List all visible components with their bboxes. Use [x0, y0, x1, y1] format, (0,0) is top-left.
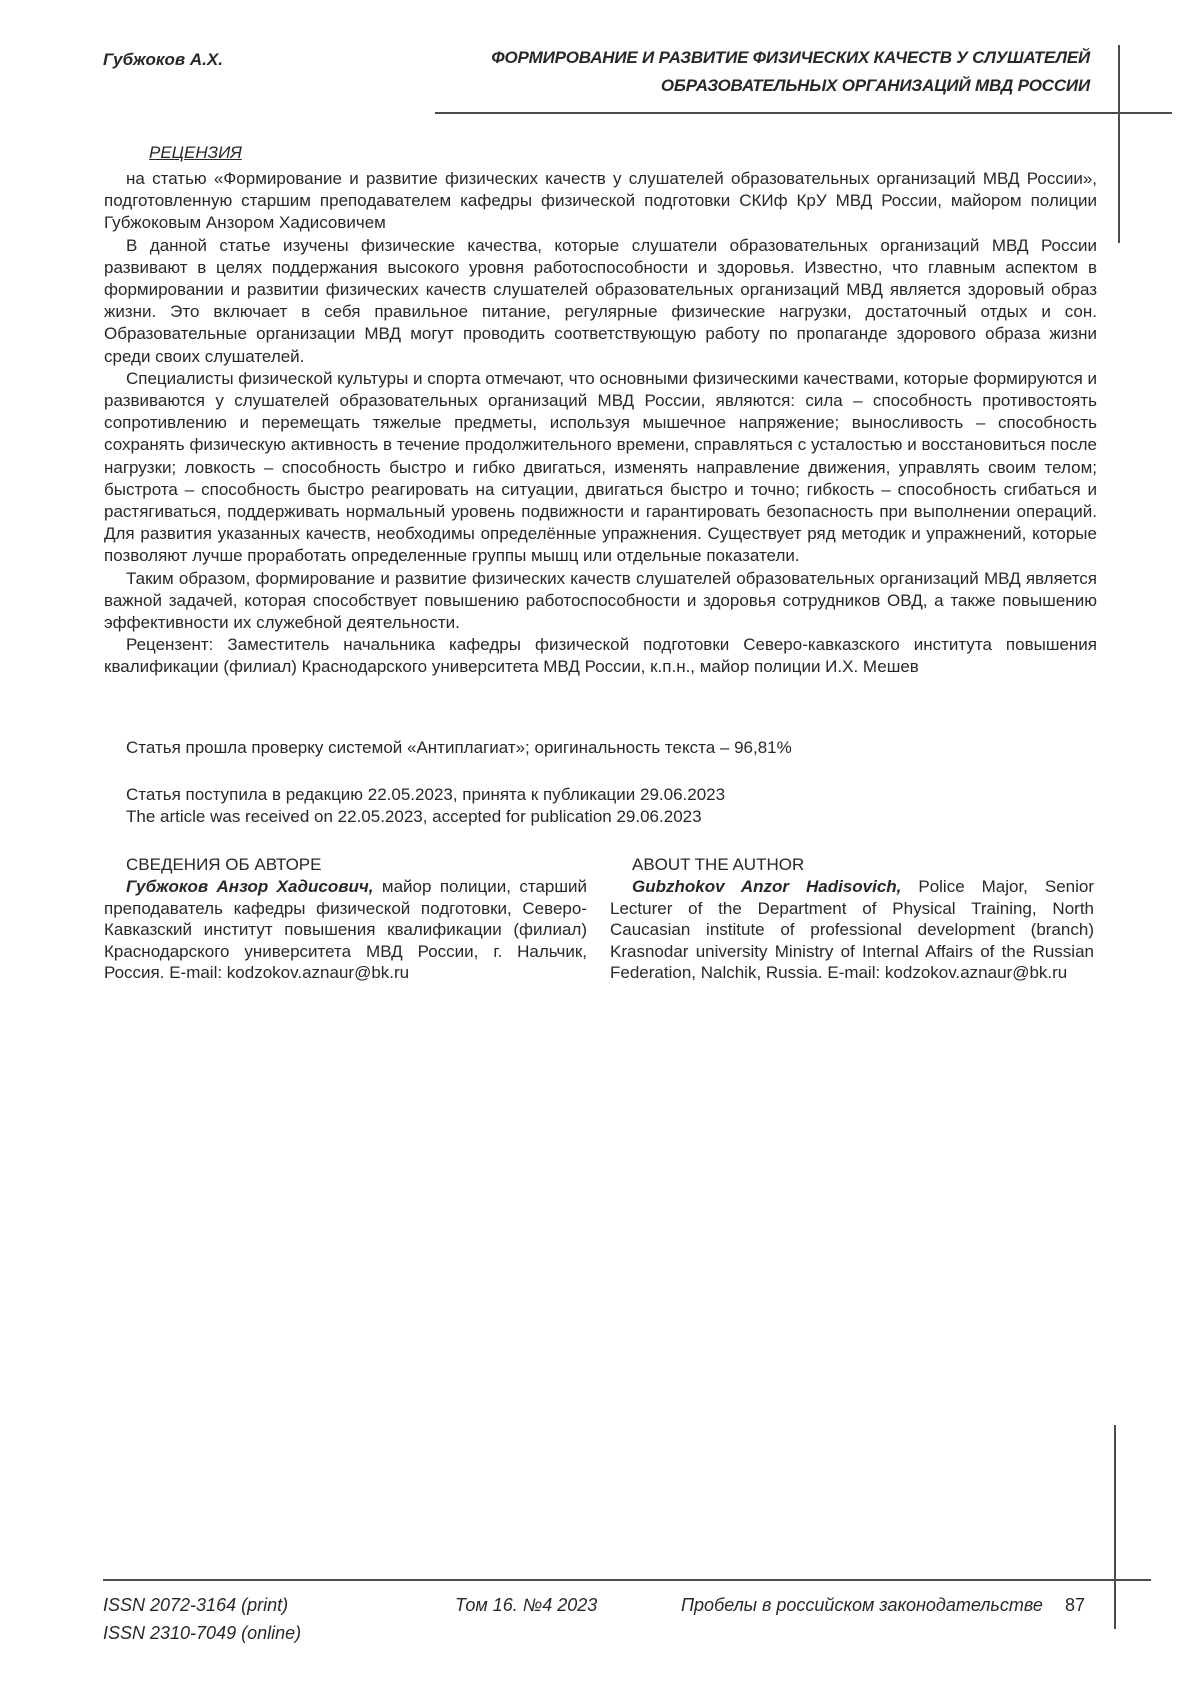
running-head-title — [491, 44, 1090, 100]
running-head-author: Губжоков А.Х. — [103, 50, 223, 69]
about-author-en-column — [610, 853, 1094, 984]
header-rule — [435, 112, 1172, 114]
review-paragraph-4: Таким образом, формирование и развитие физических качеств слушателей образовательных организаций МВД является важной задачей, которая способствует повышению работоспособности и здоровья сотрудников ОВД, а также повышению эффективности их служебной деятельности. — [104, 568, 1097, 633]
review-paragraph-5: Рецензент: Заместитель начальника кафедры физической подготовки Северо-кавказского института повышения квалификации (филиал) Краснодарского университета МВД России, к.п.н., майор полиции И.Х. Мешев — [104, 635, 1097, 677]
review-heading: РЕЦЕНЗИЯ — [149, 143, 242, 162]
antiplagiat-note: Статья прошла проверку системой «Антиплагиат»; оригинальность текста – 96,81% — [126, 737, 792, 757]
running-head-title-line1: ФОРМИРОВАНИЕ И РАЗВИТИЕ ФИЗИЧЕСКИХ КАЧЕСТВ У СЛУШАТЕЛЕЙ — [491, 48, 1090, 67]
top-right-vertical-rule — [1118, 45, 1120, 243]
review-paragraph-1: на статью «Формирование и развитие физических качеств у слушателей образовательных организаций МВД России», подготовленную старшим преподавателем кафедры физической подготовки СКИф КрУ МВД России, майором полиции Губжоковым Анзором Хадисовичем — [104, 169, 1097, 233]
footer-page-number: 87 — [1065, 1595, 1086, 1615]
about-author-en-heading: ABOUT THE AUTHOR — [632, 855, 805, 875]
author-bio-en: Police Major, Senior Lecturer of the Department of Physical Training, North Caucasian institute of professional development (branch) Krasnodar university Ministry of Internal Affairs of the Russian Federation, Nalchik, Russia. E-mail: kodzokov.aznaur@bk.ru — [610, 877, 1094, 983]
footer-volume: Том 16. №4 2023 — [455, 1595, 598, 1615]
about-author-ru-text — [104, 876, 587, 984]
author-name-ru: Губжоков Анзор Хадисович, — [126, 877, 374, 897]
footer-journal-title: Пробелы в российском законодательстве — [681, 1595, 1043, 1615]
review-paragraph-2: В данной статье изучены физические качества, которые слушатели образовательных организаций МВД России развивают в целях поддержания высокого уровня работоспособности и здоровья. Известно, что главным аспектом в формировании и развитии физических качеств слушателей образовательных организаций МВД является здоровый образ жизни. Это включает в себя правильное питание, регулярные физические нагрузки, достаточный отдых и сон. Образовательные организации МВД могут проводить соответствующую работу по пропаганде здорового образа жизни среди своих слушателей. — [104, 235, 1097, 366]
issn-online: ISSN 2310-7049 (online) — [103, 1623, 302, 1643]
received-date-ru: Статья поступила в редакцию 22.05.2023, принята к публикации 29.06.2023 — [126, 784, 726, 804]
bottom-right-vertical-rule — [1114, 1425, 1116, 1629]
about-author-section — [104, 853, 1097, 984]
issn-print: ISSN 2072-3164 (print) — [103, 1595, 289, 1615]
about-author-ru-heading: СВЕДЕНИЯ ОБ АВТОРЕ — [126, 855, 322, 875]
author-bio-ru: майор полиции, старший преподаватель кафедры физической подготовки, Северо-Кавказский институт повышения квалификации (филиал) Краснодарского университета МВД России, г. Нальчик, Россия. E-mail: kodzokov.aznaur@bk.ru — [104, 877, 587, 983]
review-paragraph-3: Специалисты физической культуры и спорта отмечают, что основными физическими качествами, которые формируются и развиваются у слушателей образовательных организаций МВД России, являются: сила – способность противостоять сопротивлению и перемещать тяжелые предметы, используя мышечное напряжение; выносливость – способность сохранять физическую активность в течение продолжительного времени, справляться с усталостью и восстановиться после нагрузки; ловкость – способность быстро и гибко двигаться, изменять направление движения, управлять своим телом; быстрота – способность быстро реагировать на ситуации, двигаться быстро и точно; гибкость – способность сгибаться и растягиваться, поддерживать нормальный уровень подвижности и гарантировать безопасность при выполнении операций. Для развития указанных качеств, необходимы определённые упражнения. Существует ряд методик и упражнений, которые позволяют лучше проработать определенные группы мышц или отдельные показатели. — [104, 368, 1097, 566]
footer-rule — [103, 1579, 1151, 1581]
footer-issn-block — [103, 1591, 301, 1647]
author-name-en: Gubzhokov Anzor Hadisovich, — [632, 877, 902, 897]
about-author-en-text — [610, 876, 1094, 984]
received-date-en: The article was received on 22.05.2023, accepted for publication 29.06.2023 — [126, 807, 702, 827]
running-head-title-line2: ОБРАЗОВАТЕЛЬНЫХ ОРГАНИЗАЦИЙ МВД РОССИИ — [660, 76, 1090, 95]
review-body — [104, 140, 1097, 984]
about-author-ru-column — [104, 853, 587, 984]
